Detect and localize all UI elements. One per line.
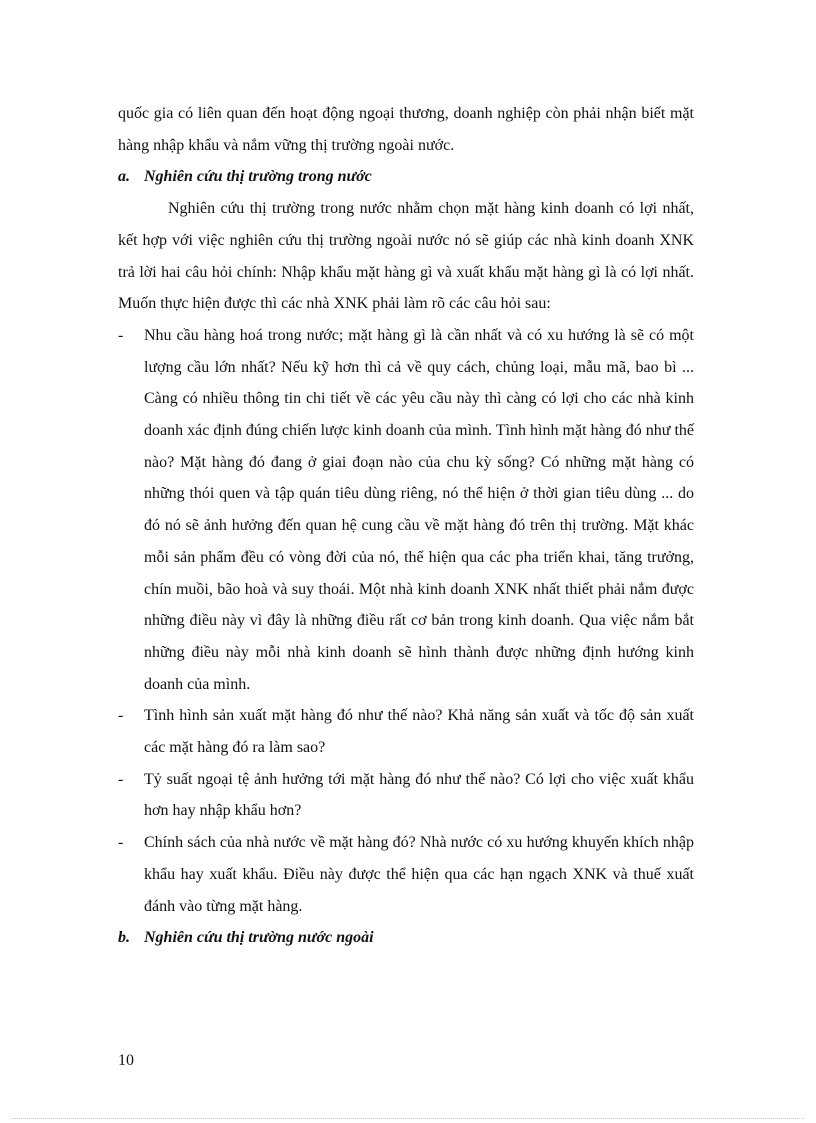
list-item-text: Tỷ suất ngoại tệ ảnh hưởng tới mặt hàng đó như thế nào? Có lợi cho việc xuất khẩu hơn hay nhập khẩu hơn?	[144, 770, 694, 820]
paragraph-domestic-research: Nghiên cứu thị trường trong nước nhằm chọn mặt hàng kinh doanh có lợi nhất, kết hợp với việc nghiên cứu thị trường ngoài nước nó sẽ giúp các nhà kinh doanh XNK trả lời hai câu hỏi chính: Nhập khẩu mặt hàng gì và xuất khẩu mặt hàng gì là có lợi nhất. Muốn thực hiện được thì các nhà XNK phải làm rõ các câu hỏi sau:	[118, 200, 694, 313]
section-title-b: Nghiên cứu thị trường nước ngoài	[144, 929, 374, 947]
bullet-dash: -	[118, 326, 124, 344]
list-item	[118, 320, 694, 700]
bullet-dash: -	[118, 770, 124, 788]
list-item-text: Tình hình sản xuất mặt hàng đó như thế nào? Khả năng sản xuất và tốc độ sản xuất các mặt hàng đó ra làm sao?	[144, 707, 694, 757]
section-marker-a: a.	[118, 168, 130, 186]
section-heading-b	[118, 922, 694, 954]
list-item	[118, 764, 694, 827]
bullet-dash: -	[118, 707, 124, 725]
bullet-dash: -	[118, 834, 124, 852]
list-item	[118, 700, 694, 763]
paragraph-intro: quốc gia có liên quan đến hoạt động ngoại thương, doanh nghiệp còn phải nhận biết mặt hàng nhập khẩu và nắm vững thị trường ngoài nước.	[118, 105, 694, 154]
page-body	[118, 98, 694, 954]
section-heading-a	[118, 161, 694, 193]
question-list	[118, 320, 694, 922]
section-title-a: Nghiên cứu thị trường trong nước	[144, 168, 372, 186]
list-item	[118, 827, 694, 922]
page-bottom-rule	[12, 1118, 804, 1119]
list-item-text: Chính sách của nhà nước về mặt hàng đó? Nhà nước có xu hướng khuyến khích nhập khẩu hay xuất khẩu. Điều này được thể hiện qua các hạn ngạch XNK và thuế xuất đánh vào từng mặt hàng.	[144, 834, 694, 915]
page-number: 10	[118, 1052, 134, 1069]
section-marker-b: b.	[118, 929, 130, 947]
list-item-text: Nhu cầu hàng hoá trong nước; mặt hàng gì là cần nhất và có xu hướng là sẽ có một lượng cầu lớn nhất? Nếu kỹ hơn thì cả về quy cách, chủng loại, mẫu mã, bao bì ... Càng có nhiều thông tin chi tiết về các yêu cầu này thì càng có lợi cho các nhà kinh doanh xác định đúng chiến lược kinh doanh của mình. Tình hình mặt hàng đó như thế nào? Mặt hàng đó đang ở giai đoạn nào của chu kỳ sống? Có những mặt hàng có những thói quen và tập quán tiêu dùng riêng, nó thể hiện ở thời gian tiêu dùng ... do đó nó sẽ ảnh hưởng đến quan hệ cung cầu về mặt hàng đó trên thị trường. Mặt khác mỗi sản phẩm đều có vòng đời của nó, thể hiện qua các pha triển khai, tăng trưởng, chín muồi, bão hoà và suy thoái. Một nhà kinh doanh XNK nhất thiết phải nắm được những điều này vì đây là những điều rất cơ bản trong kinh doanh. Qua việc nắm bắt những điều này mỗi nhà kinh doanh sẽ hình thành được những định hướng kinh doanh của mình.	[144, 326, 694, 693]
